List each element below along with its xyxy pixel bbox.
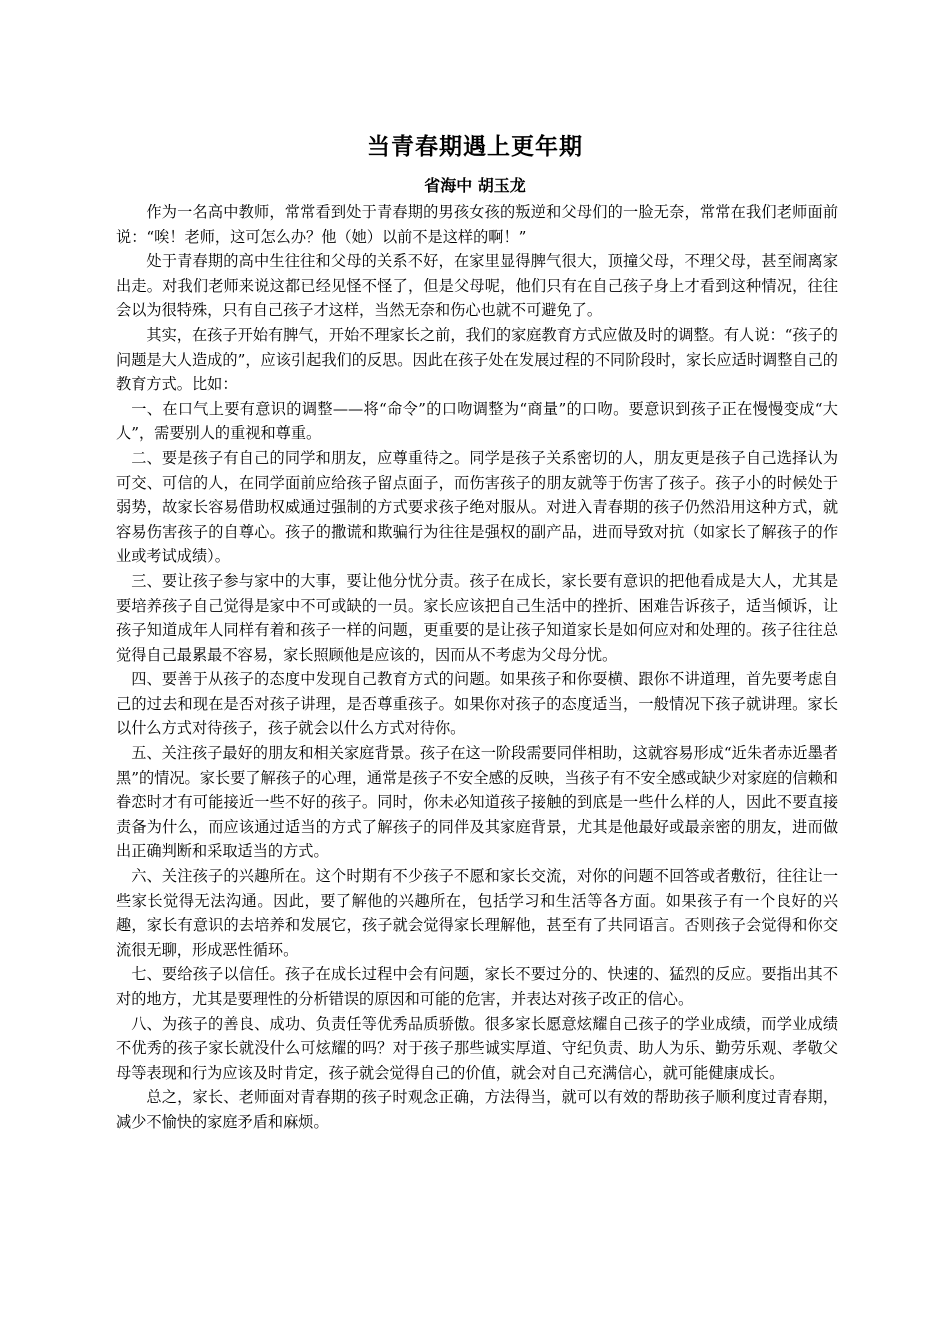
paragraph-point-7: 七、要给孩子以信任。孩子在成长过程中会有问题，家长不要过分的、快速的、猛烈的反应。要指出其不对的地方，尤其是要理性的分析错误的原因和可能的危害，并表达对孩子改正的信心。 bbox=[116, 965, 838, 1008]
paragraph-context: 处于青春期的高中生往往和父母的关系不好，在家里显得脾气很大，顶撞父母，不理父母，甚至闹离家出走。对我们老师来说这都已经见怪不怪了，但是父母呢，他们只有在自己孩子身上才看到这种情况，往往会以为很特殊，只有自己孩子才这样，当然无奈和伤心也就不可避免了。 bbox=[116, 252, 838, 320]
paragraph-point-2: 二、要是孩子有自己的同学和朋友，应尊重待之。同学是孩子关系密切的人，朋友更是孩子自己选择认为可交、可信的人，在同学面前应给孩子留点面子，而伤害孩子的朋友就等于伤害了孩子。孩子小的时候处于弱势，故家长容易借助权威通过强制的方式要求孩子绝对服从。对进入青春期的孩子仍然沿用这种方式，就容易伤害孩子的自尊心。孩子的撒谎和欺骗行为往往是强权的副产品，进而导致对抗（如家长了解孩子的作业或考试成绩）。 bbox=[116, 448, 838, 566]
paragraph-point-4: 四、要善于从孩子的态度中发现自己教育方式的问题。如果孩子和你耍横、跟你不讲道理，首先要考虑自己的过去和现在是否对孩子讲理，是否尊重孩子。如果你对孩子的态度适当，一般情况下孩子就讲理。家长以什么方式对待孩子，孩子就会以什么方式对待你。 bbox=[116, 670, 838, 738]
paragraph-point-5: 五、关注孩子最好的朋友和相关家庭背景。孩子在这一阶段需要同伴相助，这就容易形成“近朱者赤近墨者黑”的情况。家长要了解孩子的心理，通常是孩子不安全感的反映，当孩子有不安全感或缺少对家庭的信赖和眷恋时才有可能接近一些不好的孩子。同时，你未必知道孩子接触的到底是一些什么样的人，因此不要直接责备为什么，而应该通过适当的方式了解孩子的同伴及其家庭背景，尤其是他最好或最亲密的朋友，进而做出正确判断和采取适当的方式。 bbox=[116, 744, 838, 861]
paragraph-point-6: 六、关注孩子的兴趣所在。这个时期有不少孩子不愿和家长交流，对你的问题不回答或者敷衍，往往让一些家长觉得无法沟通。因此，要了解他的兴趣所在，包括学习和生活等各方面。如果孩子有一个良好的兴趣，家长有意识的去培养和发展它，孩子就会觉得家长理解他，甚至有了共同语言。否则孩子会觉得和你交流很无聊，形成恶性循环。 bbox=[116, 867, 838, 959]
document-body bbox=[116, 200, 838, 1135]
paragraph-point-8: 八、为孩子的善良、成功、负责任等优秀品质骄傲。很多家长愿意炫耀自己孩子的学业成绩，而学业成绩不优秀的孩子家长就没什么可炫耀的吗？对于孩子那些诚实厚道、守纪负责、助人为乐、勤劳乐观、孝敬父母等表现和行为应该及时肯定，孩子就会觉得自己的价值，就会对自己充满信心，就可能健康成长。 bbox=[116, 1014, 838, 1082]
paragraph-conclusion: 总之，家长、老师面对青春期的孩子时观念正确，方法得当，就可以有效的帮助孩子顺利度过青春期，减少不愉快的家庭矛盾和麻烦。 bbox=[116, 1088, 838, 1131]
paragraph-intro: 作为一名高中教师，常常看到处于青春期的男孩女孩的叛逆和父母们的一脸无奈，常常在我们老师面前说：“唉！老师，这可怎么办？他（她）以前不是这样的啊！” bbox=[116, 203, 838, 246]
paragraph-point-1: 一、在口气上要有意识的调整——将“命令”的口吻调整为“商量”的口吻。要意识到孩子正在慢慢变成“大人”，需要别人的重视和尊重。 bbox=[116, 399, 838, 443]
document-title: 当青春期遇上更年期 bbox=[367, 134, 583, 160]
paragraph-point-3: 三、要让孩子参与家中的大事，要让他分忧分责。孩子在成长，家长要有意识的把他看成是大人，尤其是要培养孩子自己觉得是家中不可或缺的一员。家长应该把自己生活中的挫折、困难告诉孩子，适当倾诉，让孩子知道成年人同样有着和孩子一样的问题，更重要的是让孩子知道家长是如何应对和处理的。孩子往往总觉得自己最累最不容易，家长照顾他是应该的，因而从不考虑为父母分忧。 bbox=[116, 571, 838, 664]
paragraph-thesis: 其实，在孩子开始有脾气，开始不理家长之前，我们的家庭教育方式应做及时的调整。有人说：“孩子的问题是大人造成的”，应该引起我们的反思。因此在孩子处在发展过程的不同阶段时，家长应适时调整自己的教育方式。比如： bbox=[116, 325, 838, 394]
document-author: 省海中 胡玉龙 bbox=[424, 176, 526, 195]
